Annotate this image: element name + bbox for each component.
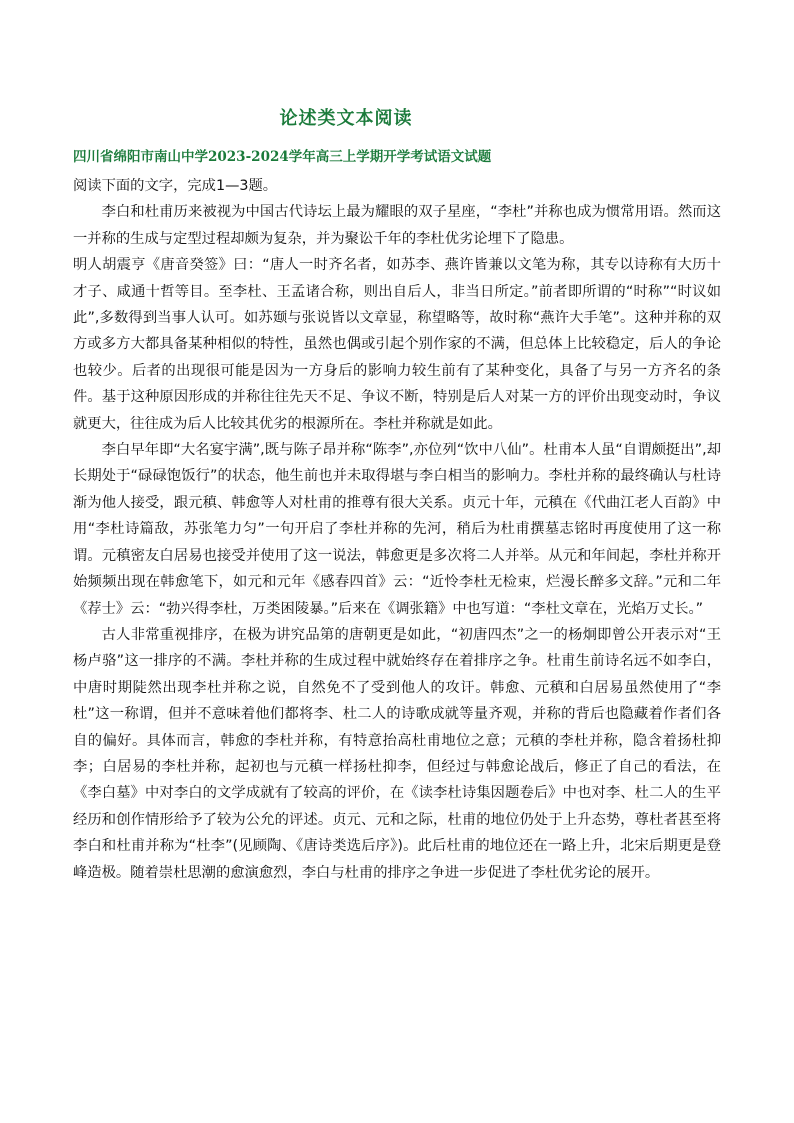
paragraph-2: 明人胡震亨《唐音癸签》曰：“唐人一时齐名者，如苏李、燕许皆兼以文笔为称，其专以诗称有大历十才子、咸通十哲等目。至李杜、王孟诸合称，则出自后人，非当日所定。”前者即所谓的“时称”“时议如此”,多数得到当事人认可。如苏颋与张说皆以文章显，称望略等，故时称“燕许大手笔”。这种并称的双方或多方大都具备某种相似的特性，虽然也偶或引起个别作家的不满，但总体上比较稳定，后人的争论也较少。后者的出现很可能是因为一方身后的影响力较生前有了某种变化，具备了与另一方齐名的条件。基于这种原因形成的并称往往先天不足、争议不断，特别是后人对某一方的评价出现变动时，争议就更大，往往成为后人比较其优劣的根源所在。李杜并称就是如此。 [73, 257, 721, 432]
source-line: 四川省绵阳市南山中学2023-2024学年高三上学期开学考试语文试题 [73, 149, 492, 165]
paragraph-4: 古人非常重视排序，在极为讲究品第的唐朝更是如此，“初唐四杰”之一的杨炯即曾公开表示对“王杨卢骆”这一排序的不满。李杜并称的生成过程中就始终存在着排序之争。杜甫生前诗名远不如李白，中唐时期陡然出现李杜并称之说，自然免不了受到他人的攻讦。韩愈、元稹和白居易虽然使用了“李杜”这一称谓，但并不意味着他们都将李、杜二人的诗歌成就等量齐观，并称的背后也隐藏着作者们各自的偏好。具体而言，韩愈的李杜并称，有特意抬高杜甫地位之意；元稹的李杜并称，隐含着扬杜抑李；白居易的李杜并称，起初也与元稹一样扬杜抑李，但经过与韩愈论战后，修正了自己的看法，在《李白墓》中对李白的文学成就有了较高的评价，在《读李杜诗集因题卷后》中也对李、杜二人的生平经历和创作情形给予了较为公允的评述。贞元、元和之际，杜甫的地位仍处于上升态势，尊杜者甚至将李白和杜甫并称为“杜李”(见顾陶、《唐诗类选后序》)。此后杜甫的地位还在一路上升，北宋后期更是登峰造极。随着崇杜思潮的愈演愈烈，李白与杜甫的排序之争进一步促进了李杜优劣论的展开。 [73, 626, 721, 881]
page-title: 论述类文本阅读 [279, 108, 413, 129]
paragraph-1: 李白和杜甫历来被视为中国古代诗坛上最为耀眼的双子星座，“李杜”并称也成为惯常用语。然而这一并称的生成与定型过程却颇为复杂，并为聚讼千年的李杜优劣论埋下了隐患。 [73, 204, 721, 247]
instruction-text: 阅读下面的文字，完成1—3题。 [73, 178, 278, 194]
paragraph-3: 李白早年即“大名宴宇满”,既与陈子昂并称“陈李”,亦位列“饮中八仙”。杜甫本人虽“自谓颇挺出”,却长期处于“碌碌饱饭行”的状态，他生前也并未取得堪与李白相当的影响力。李杜并称的最终确认与杜诗渐为他人接受，跟元稹、韩愈等人对杜甫的推尊有很大关系。贞元十年，元稹在《代曲江老人百韵》中用“李杜诗篇敌，苏张笔力匀”一句开启了李杜并称的先河，稍后为杜甫撰墓志铭时再度使用了这一称谓。元稹密友白居易也接受并使用了这一说法，韩愈更是多次将二人并举。从元和年间起，李杜并称开始频频出现在韩愈笔下，如元和元年《感春四首》云：“近怜李杜无检束，烂漫长醉多文辞。”元和二年《荐士》云：“勃兴得李杜，万类困陵暴。”后来在《调张籍》中也写道：“李杜文章在，光焰万丈长。” [73, 442, 721, 617]
article-body [73, 173, 721, 886]
